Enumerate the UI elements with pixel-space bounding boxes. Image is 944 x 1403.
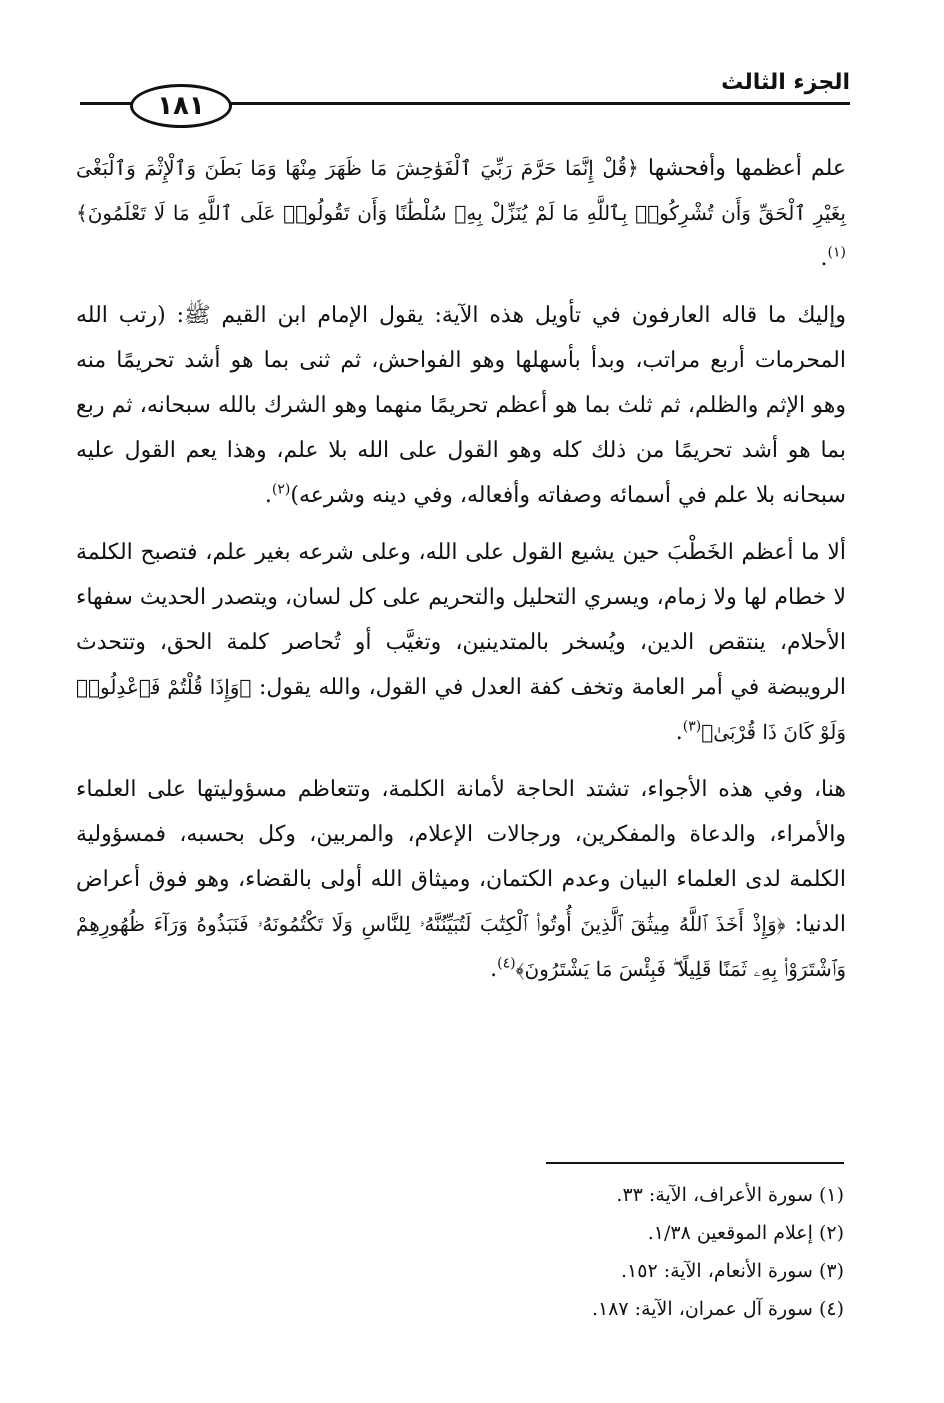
text-end: . [264,483,272,508]
quran-verse: ﴿وَإِذَا قُلْتُمْ فَٱعْدِلُوا۟ وَلَوْ كَانَ ذَا قُرْبَىٰ﴾ [76,675,846,744]
footnote-ref: (١) [827,244,846,261]
page-header [70,64,850,134]
footnote-4: (٤) سورة آل عمران، الآية: ١٨٧. [591,1298,844,1320]
footnotes [144,1176,844,1328]
text: هنا، وفي هذه الأجواء، تشتد الحاجة لأمانة الكلمة، وتتعاظم مسؤوليتها على العلماء والأمراء، والدعاة والمفكرين، ورجالات الإعلام، والمربين، وكل بحسبه، فمسؤولية الكلمة لدى العلماء البيان وعدم الكتمان، وميثاق الله أولى بالقضاء، وهو فوق أعراض الدنيا: [76,777,847,937]
paragraph-3 [76,530,846,755]
footnote-ref: (٢) [271,481,291,498]
paragraph-4 [76,767,846,992]
text: علم أعظمها وأفحشها [638,156,846,181]
footnote-ref: (٤) [497,955,516,972]
footnote-3: (٣) سورة الأنعام، الآية: ١٥٢. [621,1260,844,1282]
footnote-separator [546,1162,844,1164]
header-rule [220,102,850,105]
footnote-ref: (٣) [682,718,702,735]
footnote-2: (٢) إعلام الموقعين ١/٣٨. [647,1222,844,1244]
text: وإليك ما قاله العارفون في تأويل هذه الآية: يقول الإمام ابن القيم ﷺ: (رتب الله المحرمات أربع مراتب، وبدأ بأسهلها وهو الفواحش، ثم ثنى بما هو أشد تحريمًا منه وهو الإثم والظلم، ثم ثلث بما هو أعظم تحريمًا منهما وهو الشرك بالله سبحانه، ثم ربع بما هو أشد تحريمًا من ذلك كله وهو القول على الله بلا علم، وهذا يعم القول عليه سبحانه بلا علم في أسمائه وصفاته وأفعاله، وفي دينه وشرعه) [76,303,846,508]
paragraph-1 [76,146,846,281]
text-end: . [820,246,828,271]
page-number: ١٨١ [130,84,232,128]
quran-verse: ﴿وَإِذْ أَخَذَ ٱللَّهُ مِيثَٰقَ ٱلَّذِينَ أُوتُوا۟ ٱلْكِتَٰبَ لَتُبَيِّنُنَّهُۥ لِلنَّاسِ وَلَا تَكْتُمُونَهُۥ فَنَبَذُوهُ وَرَآءَ ظُهُورِهِمْ وَٱشْتَرَوْا۟ بِهِۦ ثَمَنًا قَلِيلًا ۖ فَبِئْسَ مَا يَشْتَرُونَ﴾ [76,912,846,981]
text-end: . [490,957,498,982]
part-title: الجزء الثالث [721,70,850,95]
main-text [76,146,846,1004]
quran-verse: ﴿قُلْ إِنَّمَا حَرَّمَ رَبِّيَ ٱلْفَوَٰحِشَ مَا ظَهَرَ مِنْهَا وَمَا بَطَنَ وَٱلْإِثْمَ وَٱلْبَغْىَ بِغَيْرِ ٱلْحَقِّ وَأَن تُشْرِكُوا۟ بِٱللَّهِ مَا لَمْ يُنَزِّلْ بِهِۦ سُلْطَٰنًا وَأَن تَقُولُوا۟ عَلَى ٱللَّهِ مَا لَا تَعْلَمُونَ﴾ [76,156,846,225]
paragraph-2 [76,293,846,518]
text-end: . [675,720,683,745]
footnote-1: (١) سورة الأعراف، الآية: ٣٣. [616,1184,844,1206]
text: ألا ما أعظم الخَطْبَ حين يشيع القول على الله، وعلى شرعه بغير علم، فتصبح الكلمة لا خطام لها ولا زمام، ويسري التحليل والتحريم على كل لسان، ويتصدر الحديث سفهاء الأحلام، ينتقص الدين، ويُسخر بالمتدينين، وتغيَّب أو تُحاصر كلمة الحق، وتتحدث الرويبضة في أمر العامة وتخف كفة العدل في القول، والله يقول: [76,540,847,700]
